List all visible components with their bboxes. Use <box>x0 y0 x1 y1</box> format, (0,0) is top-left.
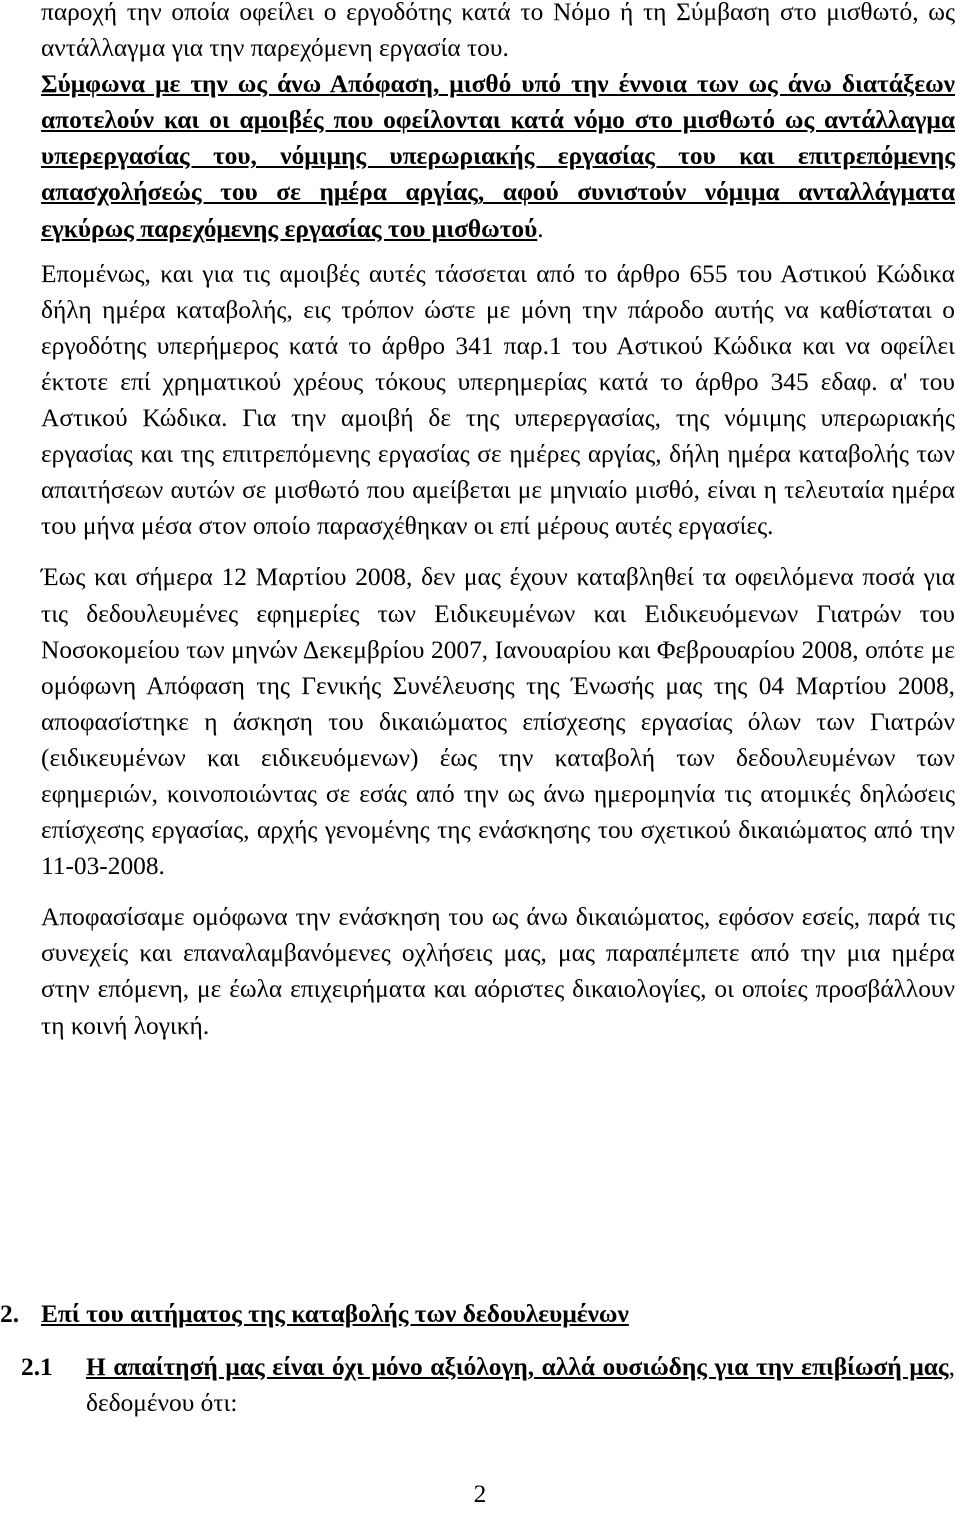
paragraph-tail: . <box>537 214 544 243</box>
subsection-body <box>86 1349 955 1421</box>
subsection-number: 2.1 <box>21 1353 53 1381</box>
subsection-tail: , δεδομένου ότι: <box>86 1353 955 1418</box>
subsection-2-1 <box>21 1349 955 1421</box>
document-body <box>41 0 955 1044</box>
paragraph-continuation: παροχή την οποία οφείλει ο εργοδότης κατά το Νόμο ή τη Σύμβαση στο μισθωτό, ως αντάλλαγμα για την παρεχόμενη εργασία του. <box>41 0 955 63</box>
paragraph-unpaid-shifts: Έως και σήμερα 12 Μαρτίου 2008, δεν μας έχουν καταβληθεί τα οφειλόμενα ποσά για τις δεδουλευμένες εφημερίες των Ειδικευμένων και Ειδικευόμενων Γιατρών του Νοσοκομείου των μηνών Δεκεμβρίου 2007, Ιανουαρίου και Φεβρουαρίου 2008, οπότε με ομόφωνη Απόφαση της Γενικής Συνέλευσης της Ένωσής μας της 04 Μαρτίου 2008, αποφασίστηκε η άσκηση του δικαιώματος επίσχεσης εργασίας όλων των Γιατρών (ειδικευμένων και ειδικευόμενων) έως την καταβολή των δεδουλευμένων των εφημεριών, κοινοποιώντας σε εσάς από την ως άνω ημερομηνία τις ατομικές δηλώσεις επίσχεσης εργασίας, αρχής γενομένης της ενάσκησης του σχετικού δικαιώματος από την 11-03-2008. <box>41 563 955 881</box>
paragraph-court-decision <box>41 66 955 246</box>
section-heading-2 <box>0 1296 914 1332</box>
subsection-title: Η απαίτησή μας είναι όχι μόνο αξιόλογη, αλλά ουσιώδης για την επιβίωσή μας <box>86 1353 949 1381</box>
paragraph-decision: Αποφασίσαμε ομόφωνα την ενάσκηση του ως άνω δικαιώματος, εφόσον εσείς, παρά τις συνεχείς και επαναλαμβανόμενες οχλήσεις μας, μας παραπέμπετε από την μια ημέρα στην επόμενη, με έωλα επιχειρήματα και αόριστες δικαιολογίες, οι οποίες προσβάλλουν τη κοινή λογική. <box>41 903 955 1040</box>
section-title: Επί του αιτήματος της καταβολής των δεδουλευμένων <box>41 1300 629 1328</box>
bold-underlined-text: Σύμφωνα με την ως άνω Απόφαση, μισθό υπό την έννοια των ως άνω διατάξεων αποτελούν και οι αμοιβές που οφείλονται κατά νόμο στο μισθωτό ως αντάλλαγμα υπερεργασίας του, νόμιμης υπερωριακής εργασίας του και επιτρεπόμενης απασχολήσεώς του σε ημέρα αργίας, αφού συνιστούν νόμιμα ανταλλάγματα εγκύρως παρεχόμενης εργασίας του μισθωτού <box>41 70 955 243</box>
page-number: 2 <box>473 1480 487 1508</box>
paragraph-civil-code: Επομένως, και για τις αμοιβές αυτές τάσσεται από το άρθρο 655 του Αστικού Κώδικα δήλη ημέρα καταβολής, εις τρόπον ώστε με μόνη την πάροδο αυτής να καθίσταται ο εργοδότης υπερήμερος κατά το άρθρο 341 παρ.1 του Αστικού Κώδικα και να οφείλει έκτοτε επί χρηματικού χρέους τόκους υπερημερίας κατά το άρθρο 345 εδαφ. α' του Αστικού Κώδικα. Για την αμοιβή δε της υπερεργασίας, της νόμιμης υπερωριακής εργασίας και της επιτρεπόμενης εργασίας σε ημέρες αργίας, δήλη ημέρα καταβολής των απαιτήσεων αυτών σε μισθωτό που αμείβεται με μηνιαίο μισθό, είναι η τελευταία ημέρα του μήνα μέσα στον οποίο παρασχέθηκαν οι επί μέρους αυτές εργασίες. <box>41 259 955 541</box>
section-number: 2. <box>0 1300 20 1328</box>
